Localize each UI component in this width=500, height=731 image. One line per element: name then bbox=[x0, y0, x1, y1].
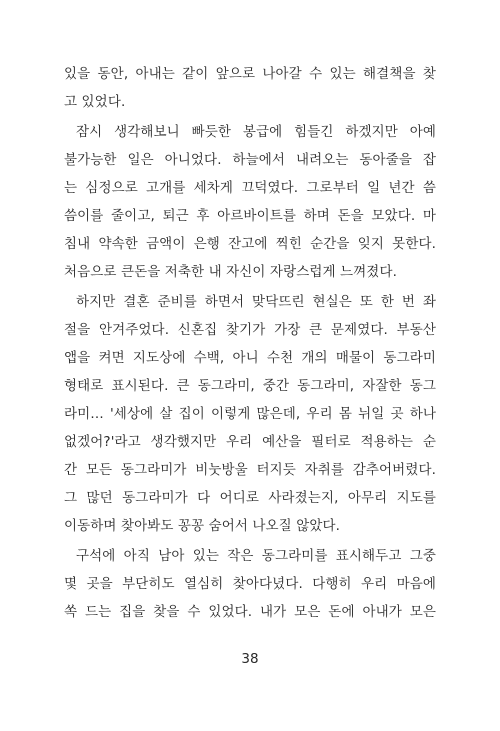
paragraph-start-line: 잠시 생각해보니 빠듯한 봉급에 힘들긴 하겠지만 아예 bbox=[76, 124, 436, 140]
paragraph-start-line: 하지만 결혼 준비를 하면서 맞닥뜨린 현실은 또 한 번 좌 bbox=[76, 294, 436, 310]
body-text-line: 는 심정으로 고개를 세차게 끄덕였다. 그로부터 일 년간 씀 bbox=[64, 180, 436, 196]
body-text-line: 없겠어?'라고 생각했지만 우리 예산을 필터로 적용하는 순 bbox=[64, 434, 436, 450]
body-text-line: 쏙 드는 집을 찾을 수 있었다. 내가 모은 돈에 아내가 모은 bbox=[64, 604, 436, 620]
body-text-line: 처음으로 큰돈을 저축한 내 자신이 자랑스럽게 느껴졌다. bbox=[64, 264, 397, 280]
paragraph-start-line: 구석에 아직 남아 있는 작은 동그라미를 표시해두고 그중 bbox=[76, 548, 436, 564]
body-text-line: 있을 동안, 아내는 같이 앞으로 나아갈 수 있는 해결책을 찾 bbox=[64, 66, 436, 82]
body-text-line: 앱을 켜면 지도상에 수백, 아니 수천 개의 매물이 동그라미 bbox=[64, 350, 436, 366]
body-text-line: 불가능한 일은 아니었다. 하늘에서 내려오는 동아줄을 잡 bbox=[64, 152, 436, 168]
body-text-line: 이동하며 찾아봐도 꽁꽁 숨어서 나오질 않았다. bbox=[64, 518, 341, 534]
body-text-line: 간 모든 동그라미가 비눗방울 터지듯 자취를 감추어버렸다. bbox=[64, 462, 436, 478]
body-text-line: 고 있었다. bbox=[64, 94, 126, 110]
body-text-line: 몇 곳을 부단히도 열심히 찾아다녔다. 다행히 우리 마음에 bbox=[64, 576, 436, 592]
body-text-line: 씀이를 줄이고, 퇴근 후 아르바이트를 하며 돈을 모았다. 마 bbox=[64, 208, 436, 224]
body-text-line: 그 많던 동그라미가 다 어디로 사라졌는지, 아무리 지도를 bbox=[64, 490, 436, 506]
page-number: 38 bbox=[241, 651, 259, 667]
body-text-line: 라미… '세상에 살 집이 이렇게 많은데, 우리 몸 뉘일 곳 하나 bbox=[64, 406, 436, 422]
body-text-line: 형태로 표시된다. 큰 동그라미, 중간 동그라미, 자잘한 동그 bbox=[64, 378, 436, 394]
body-text-line: 절을 안겨주었다. 신혼집 찾기가 가장 큰 문제였다. 부동산 bbox=[64, 322, 436, 338]
body-text-line: 침내 약속한 금액이 은행 잔고에 찍힌 순간을 잊지 못한다. bbox=[64, 236, 436, 252]
